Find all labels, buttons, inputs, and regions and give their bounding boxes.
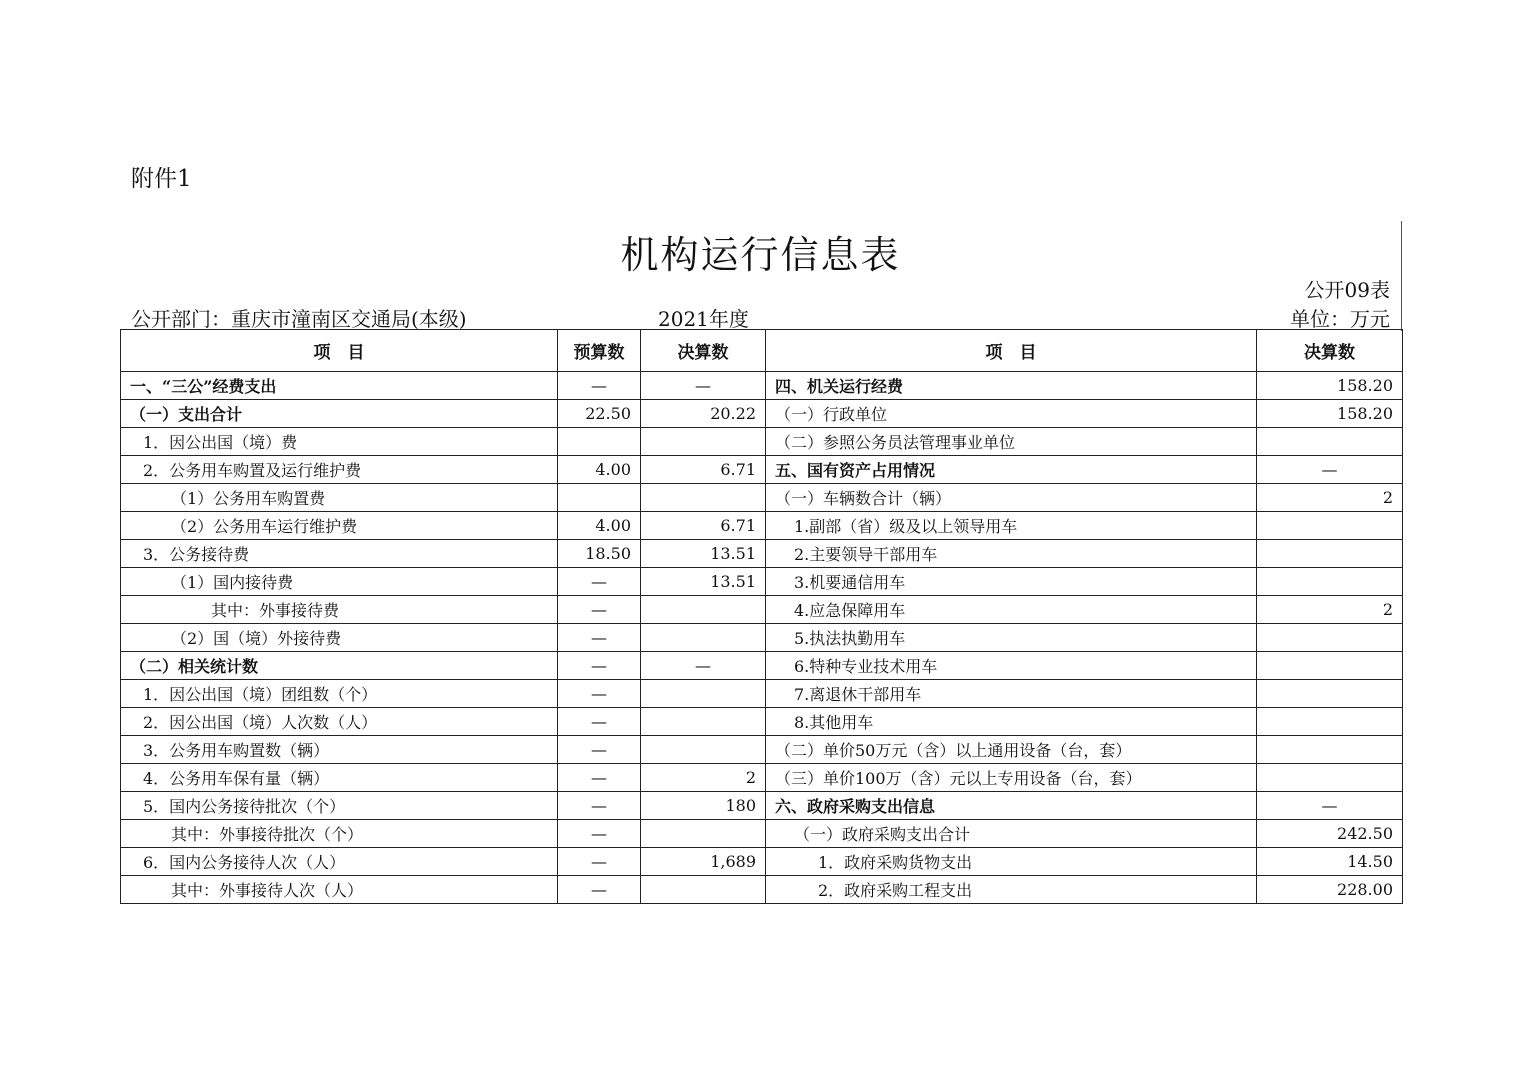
right-item: 四、机关运行经费	[766, 372, 1257, 400]
left-item: 2．因公出国（境）人次数（人）	[121, 708, 558, 736]
right-final-value	[1257, 512, 1403, 540]
right-item: 2．政府采购工程支出	[766, 876, 1257, 904]
final-value	[641, 708, 766, 736]
final-value: 6.71	[641, 512, 766, 540]
left-item: （2）国（境）外接待费	[121, 624, 558, 652]
budget-value	[558, 428, 641, 456]
left-item: 1．因公出国（境）费	[121, 428, 558, 456]
header-left-item: 项 目	[121, 330, 558, 372]
header-right-final: 决算数	[1257, 330, 1403, 372]
right-final-value	[1257, 764, 1403, 792]
right-item: 六、政府采购支出信息	[766, 792, 1257, 820]
final-value: 180	[641, 792, 766, 820]
left-item: 6．国内公务接待人次（人）	[121, 848, 558, 876]
right-final-value: 242.50	[1257, 820, 1403, 848]
right-final-value: —	[1257, 792, 1403, 820]
budget-value: —	[558, 764, 641, 792]
table-row	[121, 428, 1403, 456]
budget-value: —	[558, 708, 641, 736]
left-item: 2．公务用车购置及运行维护费	[121, 456, 558, 484]
right-final-value: 2	[1257, 484, 1403, 512]
table-row	[121, 484, 1403, 512]
left-item: 4．公务用车保有量（辆）	[121, 764, 558, 792]
budget-value: 4.00	[558, 456, 641, 484]
right-item: 6.特种专业技术用车	[766, 652, 1257, 680]
header-final: 决算数	[641, 330, 766, 372]
final-value: —	[641, 652, 766, 680]
budget-value: —	[558, 876, 641, 904]
right-item: 五、国有资产占用情况	[766, 456, 1257, 484]
right-final-value: 158.20	[1257, 400, 1403, 428]
right-final-value	[1257, 652, 1403, 680]
right-item: 8.其他用车	[766, 708, 1257, 736]
budget-value: —	[558, 596, 641, 624]
right-item: （二）单价50万元（含）以上通用设备（台，套）	[766, 736, 1257, 764]
page-title: 机构运行信息表	[620, 233, 901, 277]
left-item: 5．国内公务接待批次（个）	[121, 792, 558, 820]
right-item: （二）参照公务员法管理事业单位	[766, 428, 1257, 456]
table-row	[121, 708, 1403, 736]
final-value	[641, 736, 766, 764]
header-right-item: 项 目	[766, 330, 1257, 372]
table-row	[121, 876, 1403, 904]
budget-value: —	[558, 568, 641, 596]
attachment-label: 附件1	[131, 166, 192, 192]
budget-value: 4.00	[558, 512, 641, 540]
final-value	[641, 820, 766, 848]
right-final-value	[1257, 568, 1403, 596]
right-item: 1.副部（省）级及以上领导用车	[766, 512, 1257, 540]
final-value: 13.51	[641, 568, 766, 596]
table-row	[121, 820, 1403, 848]
budget-value: 22.50	[558, 400, 641, 428]
right-item: 3.机要通信用车	[766, 568, 1257, 596]
left-item: 其中：外事接待人次（人）	[121, 876, 558, 904]
right-item: 4.应急保障用车	[766, 596, 1257, 624]
table-row	[121, 792, 1403, 820]
right-final-value	[1257, 540, 1403, 568]
final-value	[641, 680, 766, 708]
final-value: —	[641, 372, 766, 400]
final-value	[641, 876, 766, 904]
final-value	[641, 596, 766, 624]
unit-label: 单位：万元	[1290, 307, 1390, 331]
department-label: 公开部门：重庆市潼南区交通局(本级)	[131, 307, 467, 331]
left-item: （二）相关统计数	[121, 652, 558, 680]
final-value: 6.71	[641, 456, 766, 484]
budget-value: —	[558, 624, 641, 652]
form-number: 公开09表	[1304, 278, 1390, 302]
right-final-value	[1257, 680, 1403, 708]
table-row	[121, 512, 1403, 540]
right-item: 1．政府采购货物支出	[766, 848, 1257, 876]
left-item: 3．公务用车购置数（辆）	[121, 736, 558, 764]
budget-value: —	[558, 848, 641, 876]
table-row	[121, 372, 1403, 400]
left-item: （2）公务用车运行维护费	[121, 512, 558, 540]
budget-value: —	[558, 652, 641, 680]
table-row	[121, 624, 1403, 652]
table-row	[121, 764, 1403, 792]
table-row	[121, 596, 1403, 624]
year-label: 2021年度	[658, 307, 749, 331]
budget-value: —	[558, 736, 641, 764]
table-row	[121, 456, 1403, 484]
table-header-row	[121, 330, 1403, 372]
right-item: （三）单价100万（含）元以上专用设备（台，套）	[766, 764, 1257, 792]
right-item: 7.离退休干部用车	[766, 680, 1257, 708]
budget-value: —	[558, 820, 641, 848]
budget-value: —	[558, 792, 641, 820]
left-item: 一、“三公”经费支出	[121, 372, 558, 400]
header-budget: 预算数	[558, 330, 641, 372]
final-value: 20.22	[641, 400, 766, 428]
right-item: 5.执法执勤用车	[766, 624, 1257, 652]
right-final-value	[1257, 428, 1403, 456]
left-item: （1）公务用车购置费	[121, 484, 558, 512]
final-value: 2	[641, 764, 766, 792]
right-final-value: 158.20	[1257, 372, 1403, 400]
budget-value: —	[558, 680, 641, 708]
left-item: 3．公务接待费	[121, 540, 558, 568]
right-final-value: —	[1257, 456, 1403, 484]
table-row	[121, 680, 1403, 708]
table-row	[121, 652, 1403, 680]
right-final-value: 2	[1257, 596, 1403, 624]
right-final-value: 228.00	[1257, 876, 1403, 904]
final-value: 1,689	[641, 848, 766, 876]
table-row	[121, 400, 1403, 428]
left-item: （1）国内接待费	[121, 568, 558, 596]
final-value: 13.51	[641, 540, 766, 568]
right-item: （一）政府采购支出合计	[766, 820, 1257, 848]
budget-value: —	[558, 372, 641, 400]
left-item: （一）支出合计	[121, 400, 558, 428]
left-item: 其中：外事接待费	[121, 596, 558, 624]
final-value	[641, 428, 766, 456]
right-item: 2.主要领导干部用车	[766, 540, 1257, 568]
right-item: （一）车辆数合计（辆）	[766, 484, 1257, 512]
right-final-value	[1257, 624, 1403, 652]
table-row	[121, 568, 1403, 596]
table-row	[121, 540, 1403, 568]
right-final-value	[1257, 708, 1403, 736]
info-table	[120, 329, 1403, 904]
table-row	[121, 736, 1403, 764]
budget-value: 18.50	[558, 540, 641, 568]
left-item: 其中：外事接待批次（个）	[121, 820, 558, 848]
final-value	[641, 624, 766, 652]
right-final-value	[1257, 736, 1403, 764]
budget-value	[558, 484, 641, 512]
right-final-value: 14.50	[1257, 848, 1403, 876]
right-item: （一）行政单位	[766, 400, 1257, 428]
left-item: 1．因公出国（境）团组数（个）	[121, 680, 558, 708]
table-row	[121, 848, 1403, 876]
final-value	[641, 484, 766, 512]
